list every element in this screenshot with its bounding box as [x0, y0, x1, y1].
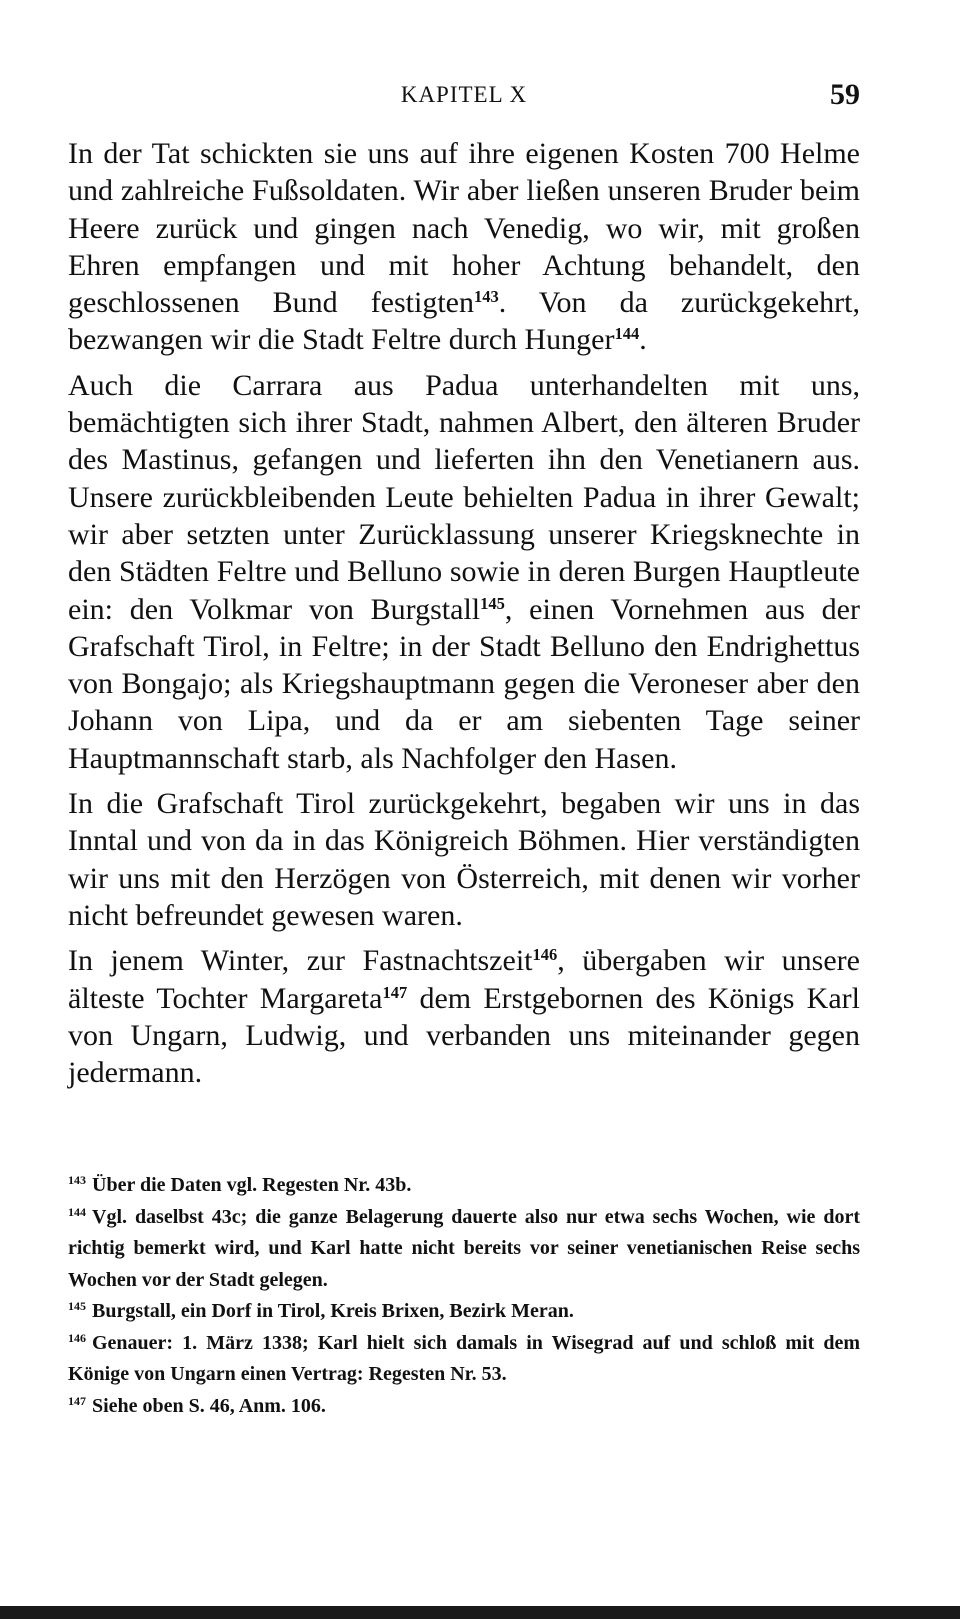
scan-bottom-edge	[0, 1606, 960, 1619]
page-number: 59	[830, 78, 860, 111]
footnote-text: Siehe oben S. 46, Anm. 106.	[92, 1394, 326, 1417]
footnote-146	[68, 1328, 860, 1391]
paragraph-text: .	[639, 323, 647, 357]
paragraph-1	[68, 135, 860, 359]
paragraph-text: Auch die Carrara aus Padua unterhandelten mit uns, bemächtigten sich ihrer Stadt, nahmen Albert, den älteren Bruder des Mastinus, gefangen und lieferten ihn den Venetianern aus. Unsere zurückbleibenden Leute behielten Padua in ihrer Gewalt; wir aber setzten unter Zurücklassung unserer Kriegsknechte in den Städten Feltre und Belluno sowie in deren Burgen Hauptleute ein: den Volkmar von Burgstall	[68, 368, 860, 626]
footnote-text: Genauer: 1. März 1338; Karl hielt sich damals in Wisegrad auf und schloß mit dem Könige von Ungarn einen Vertrag: Regesten Nr. 53.	[68, 1331, 860, 1385]
footnotes	[68, 1170, 860, 1422]
footnote-text: Über die Daten vgl. Regesten Nr. 43b.	[92, 1174, 412, 1196]
footnote-number: 144	[68, 1204, 86, 1219]
paragraph-4	[68, 942, 860, 1091]
footnote-number: 147	[68, 1393, 86, 1408]
footnote-147	[68, 1391, 860, 1423]
footnote-144	[68, 1202, 860, 1297]
footnote-number: 146	[68, 1330, 86, 1345]
main-text	[68, 135, 860, 1099]
footnote-ref-144: 144	[614, 324, 640, 344]
paragraph-3	[68, 785, 860, 934]
footnote-145	[68, 1296, 860, 1328]
footnote-text: Burgstall, ein Dorf in Tirol, Kreis Brixen, Bezirk Meran.	[92, 1300, 574, 1322]
footnote-ref-145: 145	[480, 593, 505, 613]
footnote-ref-146: 146	[532, 945, 558, 965]
page-header	[68, 78, 860, 118]
paragraph-text: , einen Vornehmen aus der Grafschaft Tirol, in Feltre; in der Stadt Belluno den Endrighettus von Bongajo; als Kriegshauptmann gegen die Veroneser aber den Johann von Lipa, und da er am siebenten Tage seiner Hauptmannschaft starb, als Nachfolger den Hasen.	[68, 592, 860, 775]
paragraph-text: dem Erstgebornen des Königs Karl von Ungarn, Ludwig, und verbanden uns miteinander gegen jedermann.	[68, 981, 860, 1090]
paragraph-text: In die Grafschaft Tirol zurückgekehrt, begaben wir uns in das Inntal und von da in das Königreich Böhmen. Hier verständigten wir uns mit den Herzögen von Österreich, mit denen wir vorher nicht befreundet gewesen waren.	[68, 787, 860, 932]
running-head: KAPITEL X	[400, 82, 528, 107]
footnote-ref-147: 147	[382, 982, 408, 1002]
footnote-ref-143: 143	[474, 287, 499, 307]
footnote-number: 143	[68, 1173, 86, 1188]
paragraph-text: . Von da zurückgekehrt, bezwangen wir die Stadt Feltre durch Hunger	[68, 286, 860, 357]
footnote-143	[68, 1170, 860, 1202]
footnote-text: Vgl. daselbst 43c; die ganze Belagerung dauerte also nur etwa sechs Wochen, wie dort richtig bemerkt wird, und Karl hatte nicht bereits vor seiner venetianischen Reise sechs Wochen vor der Stadt gelegen.	[68, 1205, 860, 1291]
paragraph-text: In jenem Winter, zur Fastnachtszeit	[68, 944, 533, 978]
paragraph-2	[68, 367, 860, 777]
footnote-number: 145	[68, 1299, 86, 1314]
paragraph-text: , übergaben wir unsere älteste Tochter Margareta	[68, 944, 860, 1015]
paragraph-text: In der Tat schickten sie uns auf ihre eigenen Kosten 700 Helme und zahlreiche Fußsoldaten. Wir aber ließen unseren Bruder beim Heere zurück und gingen nach Venedig, wo wir, mit großen Ehren empfangen und mit hoher Achtung behandelt, den geschlossenen Bund festigten	[68, 137, 860, 320]
